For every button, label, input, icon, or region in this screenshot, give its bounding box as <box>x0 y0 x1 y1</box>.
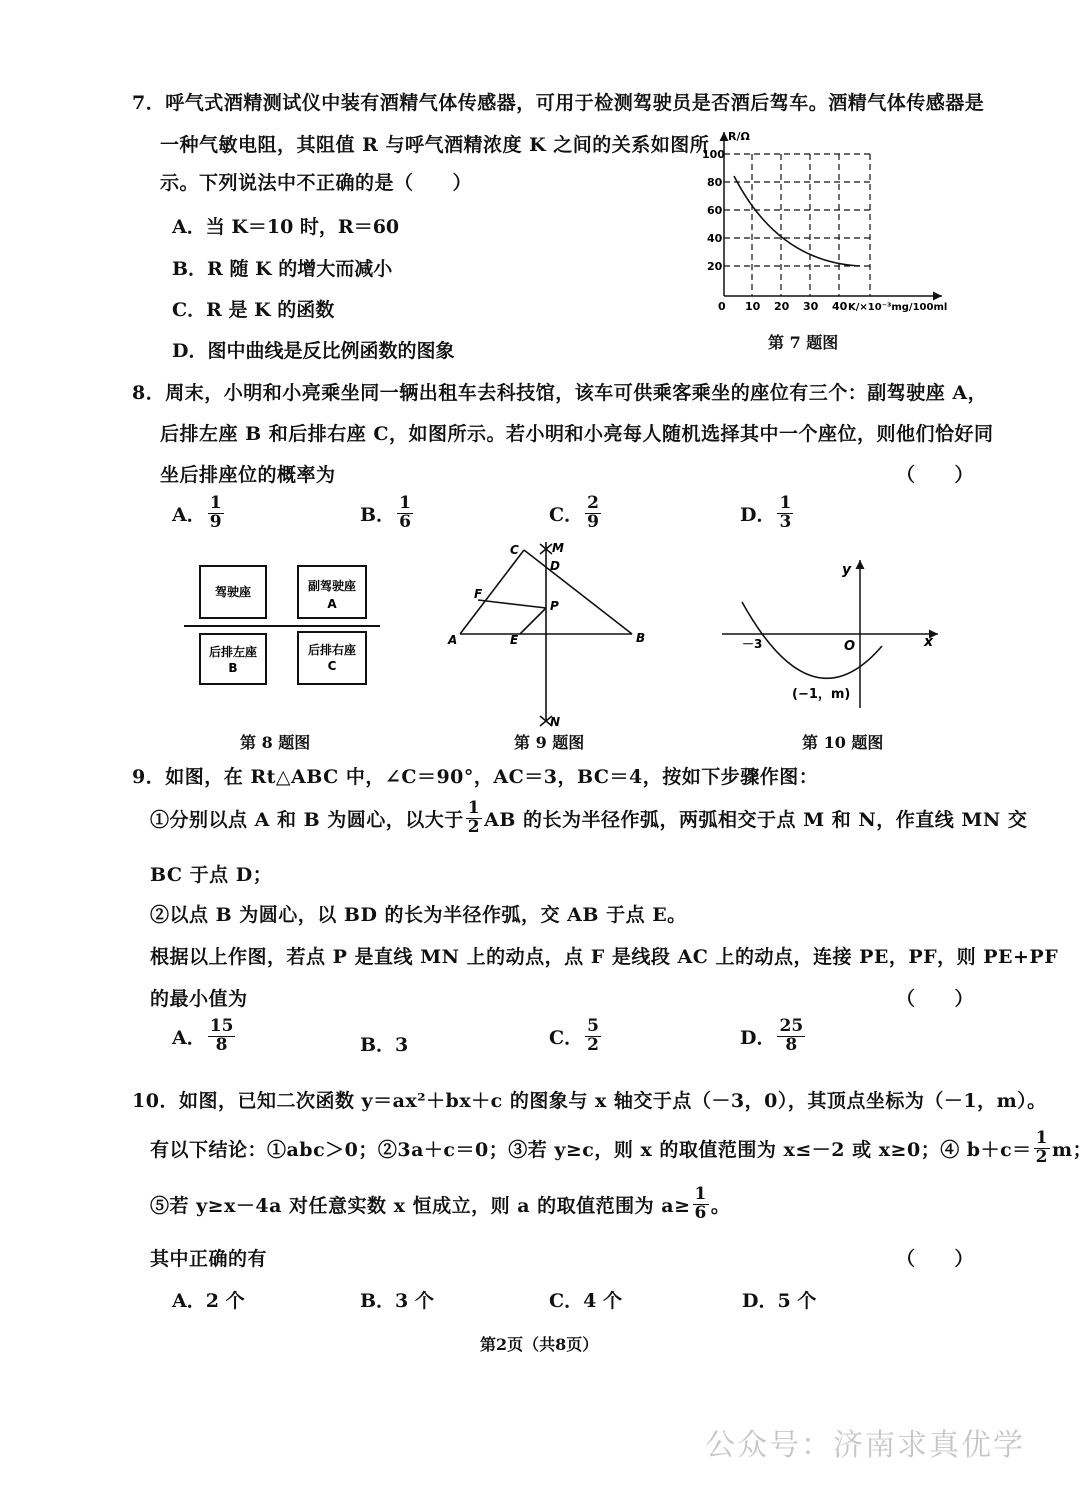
svg-text:C: C <box>510 543 519 557</box>
q7-y-axis-label: R/Ω <box>728 130 750 143</box>
q9-step2: ②以点 B 为圆心，以 BD 的长为半径作弧，交 AB 于点 E。 <box>150 904 687 926</box>
q7-option-a: A．当 K＝10 时，R＝60 <box>172 216 400 238</box>
svg-text:C: C <box>327 659 337 673</box>
svg-text:B: B <box>228 661 238 675</box>
svg-text:后排右座: 后排右座 <box>307 643 357 657</box>
q7-x-tick: 20 <box>774 300 790 313</box>
q7-y-tick: 20 <box>707 260 723 273</box>
q10-option-d: D．5 个 <box>742 1290 817 1312</box>
q9-line4: 根据以上作图，若点 P 是直线 MN 上的动点，点 F 是线段 AC 上的动点，连接 PE，PF，则 PE+PF <box>150 946 1059 968</box>
watermark: 公众号：济南求真优学 <box>705 1428 1025 1463</box>
svg-text:后排左座: 后排左座 <box>208 645 258 659</box>
q8-line2: 后排左座 B 和后排右座 C，如图所示。若小明和小亮每人随机选择其中一个座位，则他们恰好同 <box>160 423 994 445</box>
q10-option-c: C．4 个 <box>549 1290 622 1312</box>
svg-text:副驾驶座: 副驾驶座 <box>307 579 357 593</box>
q10-parabola <box>742 602 882 678</box>
q9-bracket: （ ） <box>896 988 975 1010</box>
q7-line3: 示。下列说法中不正确的是（ ） <box>160 172 473 194</box>
q7-line1: 7．呼气式酒精测试仪中装有酒精气体传感器，可用于检测驾驶员是否酒后驾车。酒精气体传感器是 <box>132 92 985 114</box>
svg-text:F: F <box>474 587 483 601</box>
q10-line3: ⑤若 y≥x－4a 对任意实数 x 恒成立，则 a 的取值范围为 a≥ $\frac{1}{6}$ 。 <box>150 1184 731 1223</box>
q7-graph <box>690 126 950 322</box>
q8-option-a: A． $\frac{1}{9}$ <box>172 493 222 532</box>
q9-step1: ①分别以点 A 和 B 为圆心，以大于 $\frac{1}{2}$ AB 的长为半径作弧，两弧相交于点 M 和 N，作直线 MN 交 <box>150 798 1028 837</box>
seat-rear-right <box>298 632 366 684</box>
q10-line4: 其中正确的有 <box>150 1248 268 1270</box>
q7-grid <box>724 154 870 296</box>
page-footer: 第2页（共8页） <box>480 1335 599 1354</box>
q8-line1: 8．周末，小明和小亮乘坐同一辆出租车去科技馆，该车可供乘客乘坐的座位有三个：副驾驶座 A， <box>132 382 988 404</box>
svg-text:D: D <box>550 559 560 573</box>
q9-line5: 的最小值为 <box>150 988 248 1010</box>
q7-x-tick: 30 <box>803 300 819 313</box>
q9-option-d: D． $\frac{25}{8}$ <box>740 1016 804 1055</box>
q7-x-axis-label: K/×10⁻³mg/100ml <box>848 302 948 313</box>
q8-line3: 坐后排座位的概率为 <box>160 464 336 486</box>
seat-rear-left <box>200 634 266 684</box>
q10-line2: 有以下结论：①abc＞0；②3a＋c＝0；③若 y≥c，则 x 的取值范围为 x≤－2 或 x≥0；④ b＋c＝ $\frac{1}{2}$ m； <box>150 1128 1092 1167</box>
q7-option-b: B．R 随 K 的增大而减小 <box>172 258 393 280</box>
q7-figure-caption: 第 7 题图 <box>768 333 839 352</box>
q9-option-b: B．3 <box>360 1034 409 1056</box>
svg-text:－3: －3 <box>742 637 763 651</box>
svg-text:P: P <box>550 599 559 613</box>
svg-text:(−1，m): (−1，m) <box>792 687 851 702</box>
q7-line2: 一种气敏电阻，其阻值 R 与呼气酒精浓度 K 之间的关系如图所 <box>160 134 710 156</box>
q7-y-tick: 100 <box>702 148 725 161</box>
svg-text:O: O <box>844 639 856 654</box>
q10-figure <box>718 552 948 712</box>
q7-y-tick: 80 <box>707 176 723 189</box>
q9-option-a: A． $\frac{15}{8}$ <box>172 1016 234 1055</box>
svg-text:驾驶座: 驾驶座 <box>214 585 252 599</box>
q8-figure-caption: 第 8 题图 <box>240 733 311 752</box>
svg-text:M: M <box>552 541 564 555</box>
q8-seats-figure <box>180 556 390 696</box>
q7-y-tick: 60 <box>707 204 723 217</box>
q10-option-b: B．3 个 <box>360 1290 434 1312</box>
svg-text:E: E <box>510 633 519 647</box>
svg-text:y: y <box>842 562 852 578</box>
q9-step1-cont: BC 于点 D； <box>150 864 273 886</box>
q7-y-tick: 40 <box>707 232 723 245</box>
q7-curve <box>734 176 860 266</box>
q7-origin: 0 <box>718 300 726 313</box>
svg-text:A: A <box>448 633 458 647</box>
q7-option-c: C．R 是 K 的函数 <box>172 299 335 321</box>
q7-option-d: D．图中曲线是反比例函数的图象 <box>172 340 455 362</box>
q7-x-tick: 40 <box>832 300 848 313</box>
q10-line1: 10．如图，已知二次函数 y＝ax²＋bx＋c 的图象与 x 轴交于点（－3，0），其顶点坐标为（－1，m）。 <box>132 1090 1047 1112</box>
q8-option-b: B． $\frac{1}{6}$ <box>360 493 411 532</box>
q9-figure <box>440 536 660 730</box>
svg-text:B: B <box>636 631 646 645</box>
q8-option-c: C． $\frac{2}{9}$ <box>549 493 599 532</box>
q9-figure-caption: 第 9 题图 <box>514 733 585 752</box>
q9-option-c: C． $\frac{5}{2}$ <box>549 1016 599 1055</box>
q10-figure-caption: 第 10 题图 <box>802 733 884 752</box>
q8-bracket: （ ） <box>896 464 975 486</box>
svg-text:A: A <box>327 597 337 611</box>
svg-text:N: N <box>550 715 561 729</box>
q9-line1: 9．如图，在 Rt△ABC 中，∠C＝90°，AC＝3，BC＝4，按如下步骤作图： <box>132 766 819 788</box>
q7-x-tick: 10 <box>745 300 761 313</box>
svg-text:x: x <box>924 634 934 650</box>
q10-option-a: A．2 个 <box>172 1290 245 1312</box>
q10-bracket: （ ） <box>896 1248 975 1270</box>
q8-option-d: D． $\frac{1}{3}$ <box>740 493 792 532</box>
